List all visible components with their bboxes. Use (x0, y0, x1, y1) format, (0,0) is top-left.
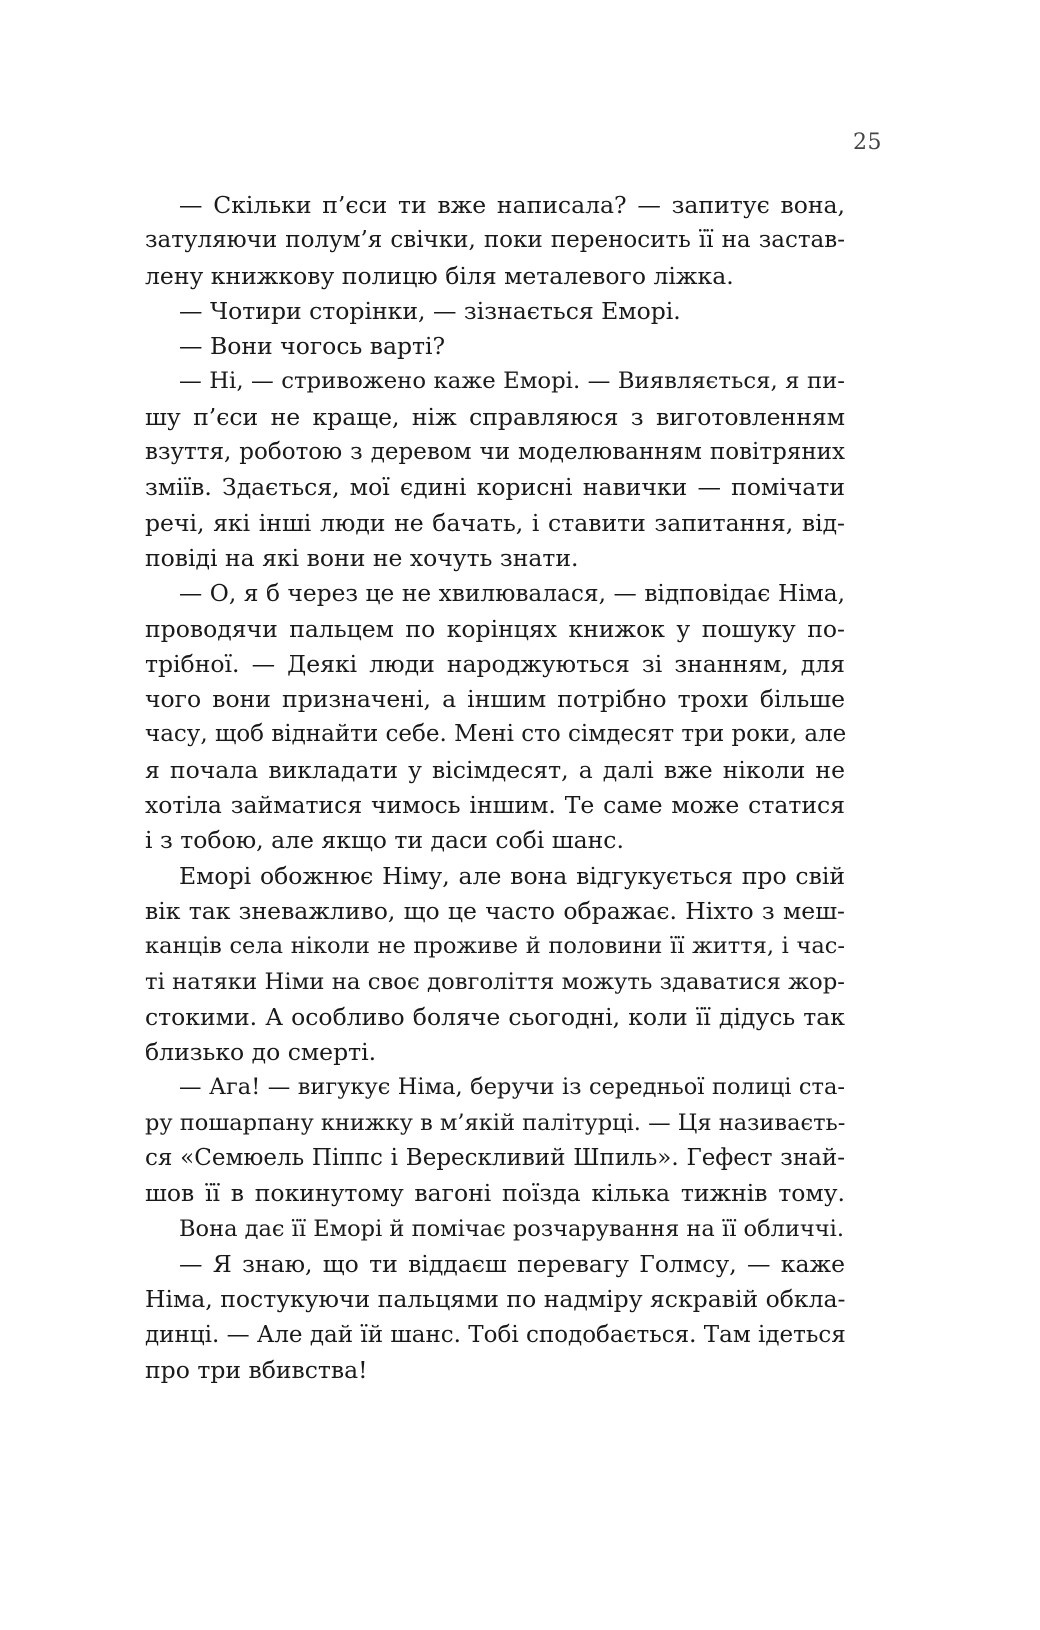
text-line: повіді на які вони не хочуть знати. (145, 543, 579, 572)
text-line: ті натяки Німи на своє довголіття можуть здаватися жор- (145, 968, 845, 995)
text-line: чого вони призначені, а іншим потрібно трохи більше (145, 685, 845, 714)
text-line: — Ага! — вигукує Німа, беручи із середньої полиці ста- (179, 1074, 845, 1101)
text-line: шов її в покинутому вагоні поїзда кілька тижнів тому. (145, 1179, 845, 1208)
text-line: вік так зневажливо, що це часто ображає. Ніхто з меш- (145, 896, 845, 925)
text-line: Вона дає її Еморі й помічає розчарування на її обличчі. (179, 1215, 845, 1242)
text-line: я почала викладати у вісімдесят, а далі вже ніколи не (145, 755, 845, 784)
text-line: речі, які інші люди не бачать, і ставити запитання, від- (145, 508, 845, 537)
text-line: зміїв. Здається, мої єдині корисні навички — помічати (145, 473, 845, 502)
page-number: 25 (853, 130, 882, 155)
text-line: про три вбивства! (145, 1355, 368, 1384)
text-line: — Ні, — стривожено каже Еморі. — Виявляється, я пи- (179, 368, 845, 395)
text-line: — Чотири сторінки, — зізнається Еморі. (179, 296, 681, 325)
text-line: близько до смерті. (145, 1038, 377, 1067)
text-line: — Скільки п’єси ти вже написала? — запитує вона, (179, 191, 845, 219)
text-line: — Вони чогось варті? (179, 332, 446, 361)
text-line: ся «Семюель Піппс і Верескливий Шпиль». Гефест знай- (145, 1145, 845, 1172)
text-line: стокими. А особливо боляче сьогодні, коли її дідусь так (145, 1002, 845, 1031)
text-line: динці. — Але дай їй шанс. Тобі сподобається. Там ідеться (145, 1321, 846, 1348)
text-line: канців села ніколи не проживе й половини її життя, і час- (145, 933, 845, 960)
text-line: шу п’єси не краще, ніж справляюся з виготовленням (145, 402, 845, 431)
text-line: проводячи пальцем по корінцях книжок у пошуку по- (145, 614, 845, 643)
text-line: трібної. — Деякі люди народжуються зі знанням, для (145, 649, 845, 678)
text-body (145, 188, 845, 1388)
text-line: взуття, роботою з деревом чи моделюванням повітряних (145, 439, 845, 466)
text-line: — Я знаю, що ти віддаєш перевагу Голмсу, — каже (179, 1249, 845, 1278)
text-line: Еморі обожнює Німу, але вона відгукується про свій (179, 861, 845, 890)
text-line: хотіла займатися чимось іншим. Те саме може статися (145, 791, 845, 820)
text-line: часу, щоб віднайти себе. Мені сто сімдесят три роки, але (145, 721, 847, 748)
text-line: затуляючи полум’я свічки, поки переносить її на застав- (145, 227, 845, 254)
text-line: Німа, постукуючи пальцями по надміру яскравій обкла- (145, 1285, 846, 1314)
text-line: ру пошарпану книжку в м’якій палітурці. — Ця називаєть- (145, 1109, 846, 1136)
text-line: — О, я б через це не хвилювалася, — відповідає Німа, (179, 580, 845, 608)
text-line: лену книжкову полицю біля металевого ліжка. (145, 261, 734, 290)
text-line: і з тобою, але якщо ти даси собі шанс. (145, 826, 624, 855)
